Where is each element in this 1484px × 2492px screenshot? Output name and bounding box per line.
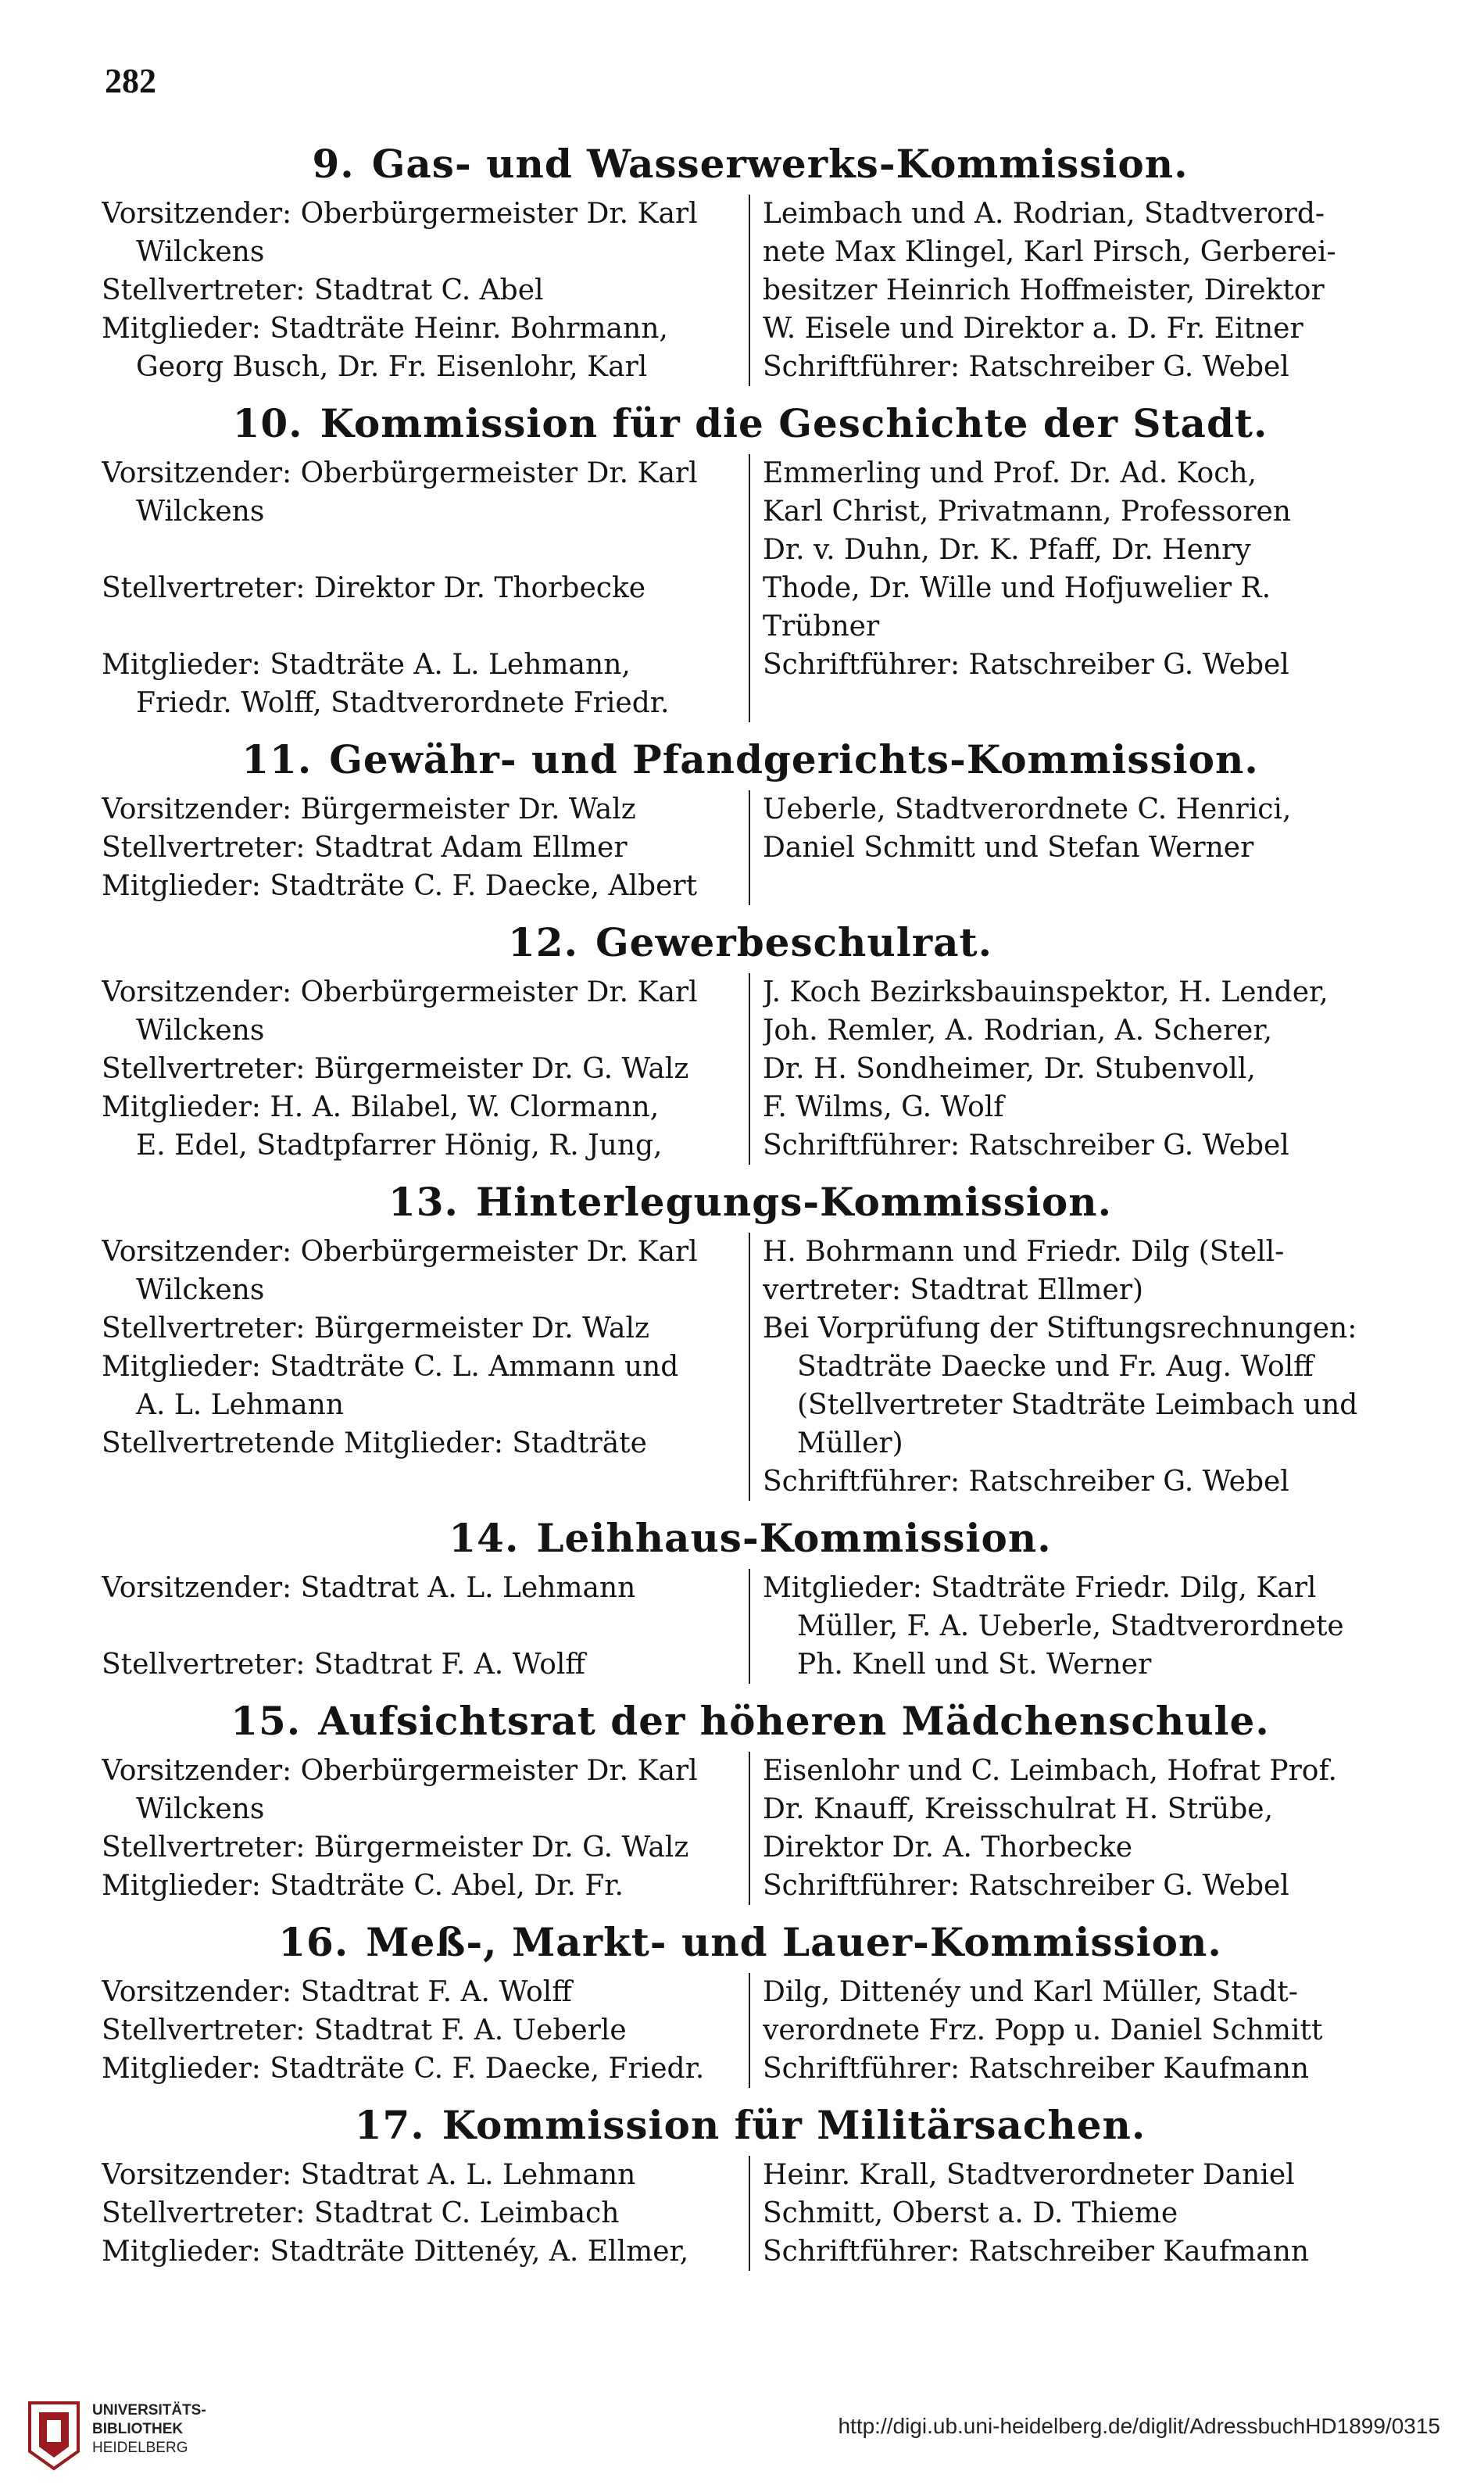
section-columns <box>102 790 1399 905</box>
left-column <box>102 790 750 905</box>
left-column <box>102 2156 750 2271</box>
right-column <box>750 1569 1399 1684</box>
text-line: F. Wilms, G. Wolf <box>763 1091 1004 1123</box>
text-line: Stellvertreter: Stadtrat Adam Ellmer <box>102 832 628 864</box>
section-columns <box>102 1973 1399 2088</box>
text-line: Vorsitzender: Stadtrat A. L. Lehmann <box>102 2159 636 2191</box>
section-title: Gas- und Wasserwerks-Kommission. <box>371 141 1189 187</box>
text-line: Daniel Schmitt und Stefan Werner <box>763 832 1254 864</box>
commission-section <box>102 2102 1399 2271</box>
text-line: besitzer Heinrich Hoffmeister, Direktor <box>763 274 1325 306</box>
text-line: Stadträte Daecke und Fr. Aug. Wolff <box>797 1351 1314 1383</box>
text-line: Mitglieder: Stadträte Heinr. Bohrmann, <box>102 313 668 345</box>
text-line: E. Edel, Stadtpfarrer Hönig, R. Jung, <box>136 1130 663 1162</box>
text-line: Stellvertreter: Direktor Dr. Thorbecke <box>102 572 646 604</box>
text-line: Karl Christ, Privatmann, Professoren <box>763 496 1291 528</box>
right-column <box>750 195 1399 386</box>
section-number: 12. <box>507 919 578 965</box>
text-line: Vorsitzender: Oberbürgermeister Dr. Karl <box>102 1755 698 1787</box>
section-number: 17. <box>354 2102 425 2148</box>
right-column <box>750 1752 1399 1905</box>
section-heading <box>102 919 1399 965</box>
text-line: J. Koch Bezirksbauinspektor, H. Lender, <box>763 976 1328 1008</box>
text-line: Stellvertreter: Bürgermeister Dr. G. Walz <box>102 1831 689 1864</box>
right-column <box>750 1973 1399 2088</box>
text-line: Mitglieder: Stadträte C. F. Daecke, Friedr. <box>102 2053 705 2085</box>
university-library-logo-icon <box>23 2397 84 2473</box>
text-line: Dilg, Dittenéy und Karl Müller, Stadt- <box>763 1976 1298 2008</box>
text-line: Thode, Dr. Wille und Hofjuwelier R. <box>763 572 1271 604</box>
text-line: Mitglieder: Stadträte A. L. Lehmann, <box>102 649 631 681</box>
text-line: Schriftführer: Ratschreiber G. Webel <box>763 1870 1289 1902</box>
section-columns <box>102 2156 1399 2271</box>
section-columns <box>102 1752 1399 1905</box>
section-columns <box>102 1569 1399 1684</box>
section-title: Aufsichtsrat der höheren Mädchenschule. <box>318 1698 1270 1744</box>
text-line: Mitglieder: Stadträte C. F. Daecke, Albert <box>102 870 698 902</box>
section-heading <box>102 1179 1399 1225</box>
text-line: (Stellvertreter Stadträte Leimbach und <box>797 1389 1358 1421</box>
text-line: W. Eisele und Direktor a. D. Fr. Eitner <box>763 313 1303 345</box>
section-heading <box>102 1919 1399 1965</box>
text-line: Mitglieder: Stadträte Friedr. Dilg, Karl <box>763 1572 1317 1604</box>
text-line: Stellvertreter: Bürgermeister Dr. Walz <box>102 1312 649 1344</box>
text-line: nete Max Klingel, Karl Pirsch, Gerberei- <box>763 236 1336 268</box>
text-line: Schriftführer: Ratschreiber G. Webel <box>763 351 1289 383</box>
commission-section <box>102 1919 1399 2088</box>
commission-section <box>102 736 1399 905</box>
section-columns <box>102 454 1399 722</box>
commission-section <box>102 1179 1399 1501</box>
section-columns <box>102 973 1399 1165</box>
commission-list <box>102 141 1399 2285</box>
text-line: Vorsitzender: Bürgermeister Dr. Walz <box>102 793 636 825</box>
section-heading <box>102 736 1399 782</box>
right-column <box>750 973 1399 1165</box>
library-name-line-2: BIBLIOTHEK <box>92 2421 184 2437</box>
section-heading <box>102 1698 1399 1744</box>
text-line: Dr. v. Duhn, Dr. K. Pfaff, Dr. Henry <box>763 534 1251 566</box>
section-heading <box>102 2102 1399 2148</box>
text-line: Schriftführer: Ratschreiber G. Webel <box>763 649 1289 681</box>
right-column <box>750 1233 1399 1501</box>
section-heading <box>102 400 1399 446</box>
text-line: Dr. H. Sondheimer, Dr. Stubenvoll, <box>763 1053 1256 1085</box>
text-line: Stellvertretende Mitglieder: Stadträte <box>102 1427 647 1459</box>
text-line: Vorsitzender: Stadtrat F. A. Wolff <box>102 1976 572 2008</box>
left-column <box>102 1752 750 1905</box>
left-column <box>102 1233 750 1501</box>
left-column <box>102 1973 750 2088</box>
page-number: 282 <box>105 62 156 100</box>
section-heading <box>102 141 1399 187</box>
section-number: 11. <box>241 736 313 782</box>
text-line: Emmerling und Prof. Dr. Ad. Koch, <box>763 457 1257 489</box>
section-title: Kommission für Militärsachen. <box>442 2102 1146 2148</box>
right-column <box>750 2156 1399 2271</box>
text-line: Vorsitzender: Oberbürgermeister Dr. Karl <box>102 198 698 230</box>
text-line: Joh. Remler, A. Rodrian, A. Scherer, <box>763 1015 1273 1047</box>
text-line: Vorsitzender: Oberbürgermeister Dr. Karl <box>102 976 698 1008</box>
section-title: Gewerbeschulrat. <box>595 919 993 965</box>
text-line: Vorsitzender: Stadtrat A. L. Lehmann <box>102 1572 636 1604</box>
text-line: Ueberle, Stadtverordnete C. Henrici, <box>763 793 1292 825</box>
library-name-line-3: HEIDELBERG <box>92 2440 188 2456</box>
right-column <box>750 454 1399 722</box>
section-number: 13. <box>388 1179 459 1225</box>
text-line: Wilckens <box>136 236 265 268</box>
text-line <box>102 1607 736 1645</box>
section-columns <box>102 1233 1399 1501</box>
text-line: Stellvertreter: Stadtrat C. Leimbach <box>102 2197 620 2229</box>
left-column <box>102 195 750 386</box>
text-line: Heinr. Krall, Stadtverordneter Daniel <box>763 2159 1295 2191</box>
section-number: 9. <box>312 141 355 187</box>
commission-section <box>102 141 1399 386</box>
commission-section <box>102 919 1399 1165</box>
text-line: Müller, F. A. Ueberle, Stadtverordnete <box>797 1610 1344 1642</box>
text-line: Mitglieder: Stadträte Dittenéy, A. Ellmer, <box>102 2236 689 2268</box>
right-column <box>750 790 1399 905</box>
library-name <box>92 2401 206 2458</box>
text-line <box>102 531 736 569</box>
text-line: Schriftführer: Ratschreiber G. Webel <box>763 1466 1289 1498</box>
text-line <box>102 607 736 646</box>
text-line: A. L. Lehmann <box>136 1389 345 1421</box>
commission-section <box>102 400 1399 722</box>
footer <box>0 2353 1484 2492</box>
left-column <box>102 973 750 1165</box>
text-line: Wilckens <box>136 1274 265 1306</box>
text-line: vertreter: Stadtrat Ellmer) <box>763 1274 1144 1306</box>
text-line: Stellvertreter: Bürgermeister Dr. G. Walz <box>102 1053 689 1085</box>
text-line: Schriftführer: Ratschreiber G. Webel <box>763 1130 1289 1162</box>
text-line: Schriftführer: Ratschreiber Kaufmann <box>763 2053 1310 2085</box>
commission-section <box>102 1698 1399 1905</box>
text-line: Dr. Knauff, Kreisschulrat H. Strübe, <box>763 1793 1274 1825</box>
text-line: Wilckens <box>136 1015 265 1047</box>
text-line: Stellvertreter: Stadtrat F. A. Ueberle <box>102 2014 627 2046</box>
text-line: H. Bohrmann und Friedr. Dilg (Stell- <box>763 1236 1285 1268</box>
text-line: Wilckens <box>136 1793 265 1825</box>
section-title: Meß-, Markt- und Lauer-Kommission. <box>366 1919 1222 1965</box>
text-line: Schriftführer: Ratschreiber Kaufmann <box>763 2236 1310 2268</box>
text-line: Vorsitzender: Oberbürgermeister Dr. Karl <box>102 457 698 489</box>
section-columns <box>102 195 1399 386</box>
section-title: Gewähr- und Pfandgerichts-Kommission. <box>329 736 1259 782</box>
text-line: Georg Busch, Dr. Fr. Eisenlohr, Karl <box>136 351 648 383</box>
section-number: 14. <box>449 1515 520 1561</box>
section-number: 16. <box>278 1919 349 1965</box>
section-title: Kommission für die Geschichte der Stadt. <box>320 400 1268 446</box>
text-line: Ph. Knell und St. Werner <box>797 1649 1152 1681</box>
left-column <box>102 1569 750 1684</box>
text-line: verordnete Frz. Popp u. Daniel Schmitt <box>763 2014 1323 2046</box>
section-number: 15. <box>231 1698 302 1744</box>
section-title: Leihhaus-Kommission. <box>536 1515 1052 1561</box>
text-line: Friedr. Wolff, Stadtverordnete Friedr. <box>136 687 670 719</box>
text-line: Wilckens <box>136 496 265 528</box>
text-line: Mitglieder: H. A. Bilabel, W. Clormann, <box>102 1091 660 1123</box>
text-line: Müller) <box>797 1427 903 1459</box>
section-heading <box>102 1515 1399 1561</box>
text-line: Mitglieder: Stadträte C. Abel, Dr. Fr. <box>102 1870 624 1902</box>
left-column <box>102 454 750 722</box>
source-url-link[interactable]: http://digi.ub.uni-heidelberg.de/diglit/AdressbuchHD1899/0315 <box>838 2414 1440 2438</box>
commission-section <box>102 1515 1399 1684</box>
text-line: Vorsitzender: Oberbürgermeister Dr. Karl <box>102 1236 698 1268</box>
text-line: Direktor Dr. A. Thorbecke <box>763 1831 1133 1864</box>
text-line: Stellvertreter: Stadtrat F. A. Wolff <box>102 1649 585 1681</box>
text-line: Eisenlohr und C. Leimbach, Hofrat Prof. <box>763 1755 1337 1787</box>
text-line: Trübner <box>763 610 880 643</box>
library-name-line-1: UNIVERSITÄTS- <box>92 2402 206 2419</box>
text-line: Stellvertreter: Stadtrat C. Abel <box>102 274 544 306</box>
section-number: 10. <box>232 400 303 446</box>
section-title: Hinterlegungs-Kommission. <box>475 1179 1113 1225</box>
text-line: Leimbach und A. Rodrian, Stadtverord- <box>763 198 1325 230</box>
text-line: Schmitt, Oberst a. D. Thieme <box>763 2197 1178 2229</box>
text-line: Mitglieder: Stadträte C. L. Ammann und <box>102 1351 679 1383</box>
text-line: Bei Vorprüfung der Stiftungsrechnungen: <box>763 1312 1357 1344</box>
